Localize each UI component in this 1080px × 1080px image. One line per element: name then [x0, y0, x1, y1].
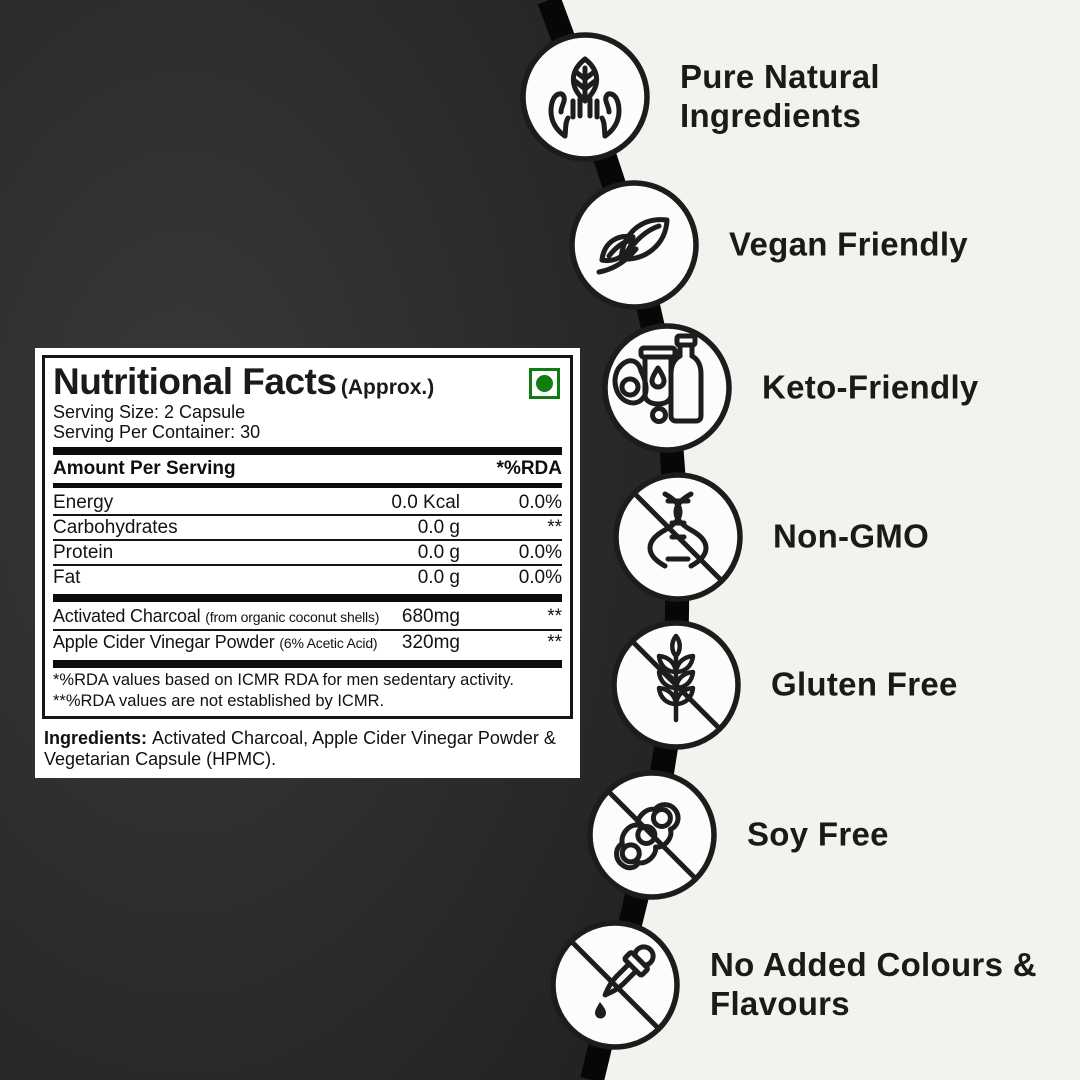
row-rda: 0.0%	[518, 491, 562, 513]
feature-label: Pure Natural Ingredients	[680, 58, 880, 134]
divider-bar	[53, 594, 562, 602]
supplement-row-apple-cider-vinegar	[53, 629, 562, 655]
label-title-line	[53, 363, 562, 402]
hands-holding-leaf-icon	[520, 32, 650, 162]
row-rda: 0.0%	[518, 541, 562, 563]
row-amount: 0.0 Kcal	[391, 491, 460, 513]
feature-label: Vegan Friendly	[729, 225, 968, 263]
divider-bar	[53, 447, 562, 455]
divider-bar	[53, 660, 562, 668]
row-rda: **	[547, 605, 562, 627]
feature-circle	[587, 770, 717, 900]
leaves-icon	[569, 180, 699, 310]
nutrition-row-energy	[53, 491, 562, 514]
row-rda: 0.0%	[518, 566, 562, 588]
no-wheat-icon	[611, 620, 741, 750]
feature-circle	[611, 620, 741, 750]
keto-foods-icon	[602, 323, 732, 453]
row-note: (from organic coconut shells)	[205, 608, 380, 625]
amount-header: Amount Per Serving	[53, 457, 236, 479]
ingredients-list: Activated Charcoal, Apple Cider Vinegar Powder & Vegetarian Capsule (HPMC).	[44, 727, 556, 769]
row-name: Apple Cider Vinegar Powder	[53, 631, 275, 652]
feature-circle	[520, 32, 650, 162]
ingredients-label: Ingredients:	[44, 727, 148, 748]
row-name: Fat	[53, 566, 81, 588]
label-approx: (Approx.)	[340, 376, 435, 399]
feature-label: Keto-Friendly	[762, 368, 979, 406]
feature-label: Gluten Free	[771, 665, 958, 703]
nutrition-facts-label	[35, 348, 580, 778]
serving-size: Serving Size: 2 Capsule	[53, 401, 246, 422]
row-amount: 0.0 g	[417, 516, 460, 538]
feature-label: No Added Colours & Flavours	[710, 946, 1037, 1022]
table-header	[53, 458, 562, 480]
vegetarian-mark-icon	[529, 368, 560, 399]
row-rda: **	[547, 516, 562, 538]
nutrition-facts-box	[42, 355, 573, 719]
nutrition-row-fat	[53, 564, 562, 589]
feature-circle	[550, 920, 680, 1050]
row-note: (6% Acetic Acid)	[279, 634, 378, 651]
no-dna-icon	[613, 472, 743, 602]
row-name: Carbohydrates	[53, 516, 178, 538]
no-soy-icon	[587, 770, 717, 900]
no-dropper-icon	[550, 920, 680, 1050]
row-name: Energy	[53, 491, 114, 513]
feature-label: Non-GMO	[773, 517, 930, 555]
serving-per-container: Serving Per Container: 30	[53, 421, 261, 442]
feature-circle	[613, 472, 743, 602]
supplement-row-activated-charcoal	[53, 605, 562, 629]
row-amount: 0.0 g	[417, 566, 460, 588]
divider-bar	[53, 483, 562, 488]
vegetarian-dot	[536, 375, 553, 392]
nutrition-row-carbohydrates	[53, 514, 562, 539]
label-title: Nutritional Facts	[53, 361, 337, 402]
row-name: Protein	[53, 541, 114, 563]
feature-circle	[602, 323, 732, 453]
row-amount: 680mg	[401, 605, 460, 627]
footnote-1: *%RDA values based on ICMR RDA for men sedentary activity.	[53, 670, 514, 689]
row-amount: 0.0 g	[417, 541, 460, 563]
row-name: Activated Charcoal	[53, 605, 201, 626]
rda-header: *%RDA	[496, 457, 562, 479]
row-rda: **	[547, 631, 562, 653]
nutrition-row-protein	[53, 539, 562, 564]
feature-label: Soy Free	[747, 815, 889, 853]
ingredients-text	[42, 728, 566, 770]
footnote-2: **%RDA values are not established by ICMR.	[53, 691, 385, 710]
feature-circle	[569, 180, 699, 310]
row-amount: 320mg	[401, 631, 460, 653]
